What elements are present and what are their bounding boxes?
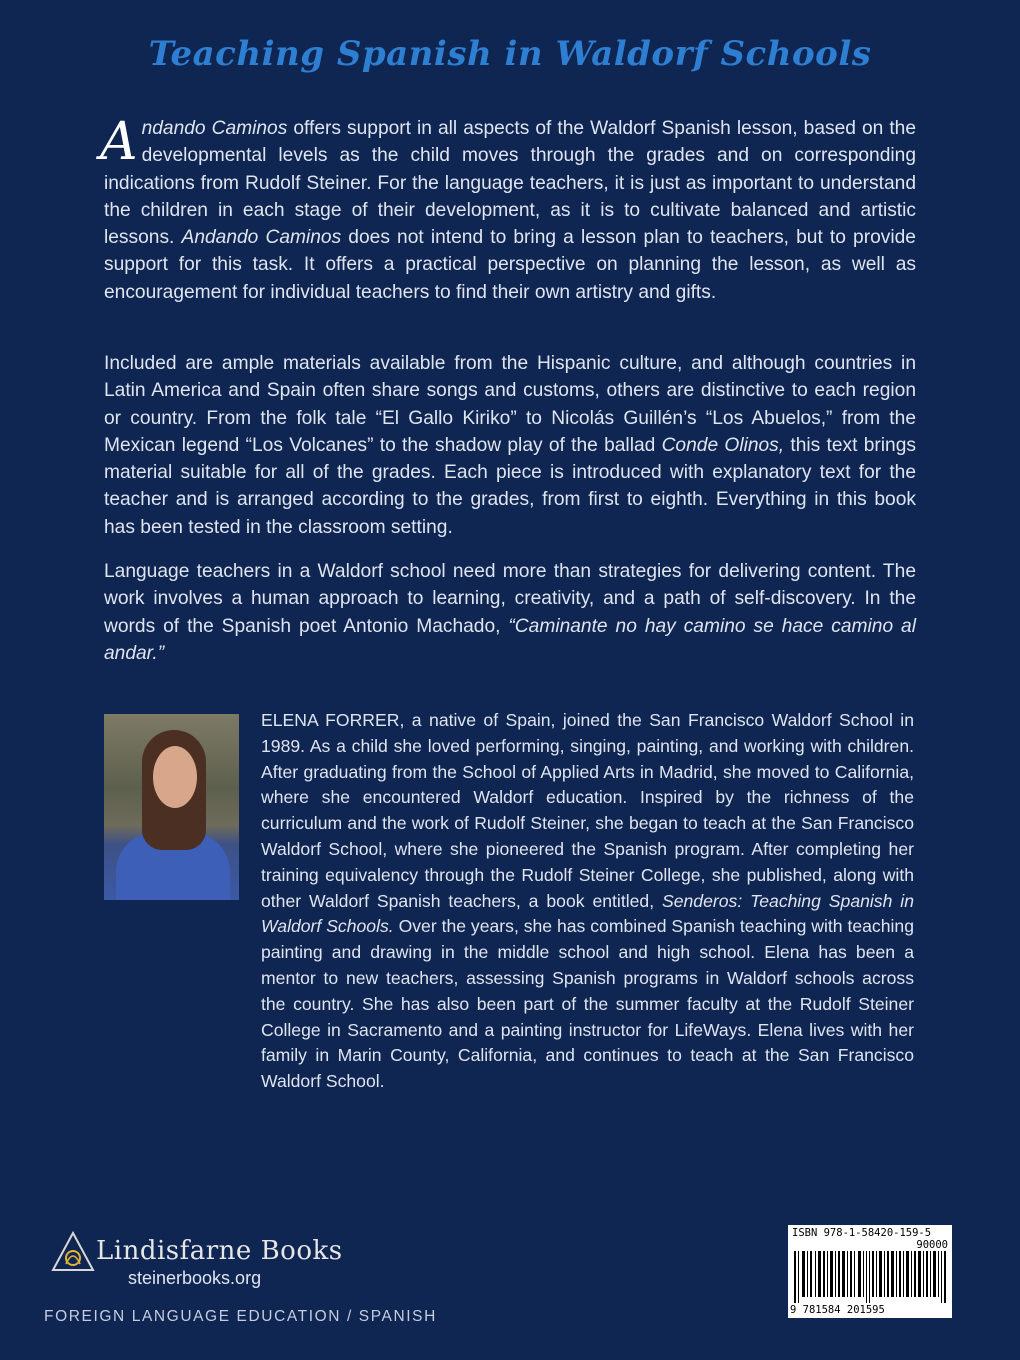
isbn-barcode (788, 1225, 952, 1318)
ean-digits: 9 781584 201595 (790, 1304, 885, 1316)
publisher-name: Lindisfarne Books (96, 1236, 343, 1266)
book-title-inline: Andando Caminos (181, 227, 342, 249)
publisher-logo (50, 1230, 343, 1300)
book-subtitle-heading: Teaching Spanish in Waldorf Schools (148, 34, 872, 74)
author-name: ELENA FORRER (261, 710, 400, 730)
triquetra-icon (50, 1230, 96, 1274)
bio-text: , a native of Spain, joined the San Francisco Waldorf School in 1989. As a child she loved performing, singing, painting, and working with children. After graduating from the School of Applied Arts in Madrid, she moved to California, where she encountered Waldorf education. Inspired by the richness of the curriculum and the work of Rudolf Steiner, she began to teach at the San Francisco Waldorf School, where she pioneered the Spanish program. After completing her training equivalency through the Rudolf Steiner College, she published, along with other Waldorf Spanish teachers, a book entitled, (261, 710, 914, 911)
book-title-inline: ndando Caminos (141, 118, 288, 139)
price-code: 90000 (916, 1239, 948, 1251)
ballad-title: Conde Olinos, (661, 434, 785, 456)
author-bio (261, 708, 914, 1095)
author-photo (104, 714, 239, 900)
description-paragraph-3 (104, 558, 916, 667)
bio-book-title: Senderos: Teaching Spanish in Waldorf Schools. (261, 890, 914, 937)
barcode-bars-icon (792, 1251, 948, 1303)
drop-cap: A (100, 112, 138, 172)
bio-text: Over the years, she has combined Spanish teaching with teaching painting and drawing in the middle school and high school. Elena has been a mentor to new teachers, assessing Spanish programs in Waldorf schools across the country. She has also been part of the summer faculty at the Rudolf Steiner College in Sacramento and a painting instructor for LifeWays. Elena lives with her family in Marin County, California, and continues to teach at the San Francisco Waldorf School. (261, 916, 914, 1092)
description-paragraph-2 (104, 350, 916, 541)
paragraph-text: offers support in all aspects of the Waldorf Spanish lesson, based on the developmental levels as the child moves through the grades and on corresponding indications from Rudolf Steiner. For the language teachers, it is just as important to understand the children in each stage of their development, as it is to cultivate balanced and artistic lessons. (104, 118, 916, 249)
description-paragraph-1 (100, 112, 916, 306)
machado-quote: “Caminante no hay camino se hace camino al andar.” (104, 615, 916, 664)
publisher-url: steinerbooks.org (128, 1268, 262, 1288)
paragraph-text: Language teachers in a Waldorf school need more than strategies for delivering content. The work involves a human approach to learning, creativity, and a path of self-discovery. In the words of the Spanish poet Antonio Machado, (104, 561, 916, 637)
paragraph-text: this text brings material suitable for all of the grades. Each piece is introduced with explanatory text for the teacher and is arranged according to the grades, from first to eighth. Everything in this book has been tested in the classroom setting. (104, 434, 916, 538)
paragraph-text: Included are ample materials available from the Hispanic culture, and although countries in Latin America and Spain often share songs and customs, others are distinctive to each region or country. From the folk tale “El Gallo Kiriko” to Nicolás Guillén’s “Los Abuelos,” from the Mexican legend “Los Volcanes” to the shadow play of the ballad (104, 353, 916, 456)
isbn-text: ISBN 978-1-58420-159-5 (792, 1227, 932, 1239)
book-category: FOREIGN LANGUAGE EDUCATION / SPANISH (44, 1308, 437, 1325)
paragraph-text: does not intend to bring a lesson plan to teachers, but to provide support for this task. It offers a practical perspective on planning the lesson, as well as encouragement for individual teachers to find their own artistry and gifts. (104, 227, 916, 303)
